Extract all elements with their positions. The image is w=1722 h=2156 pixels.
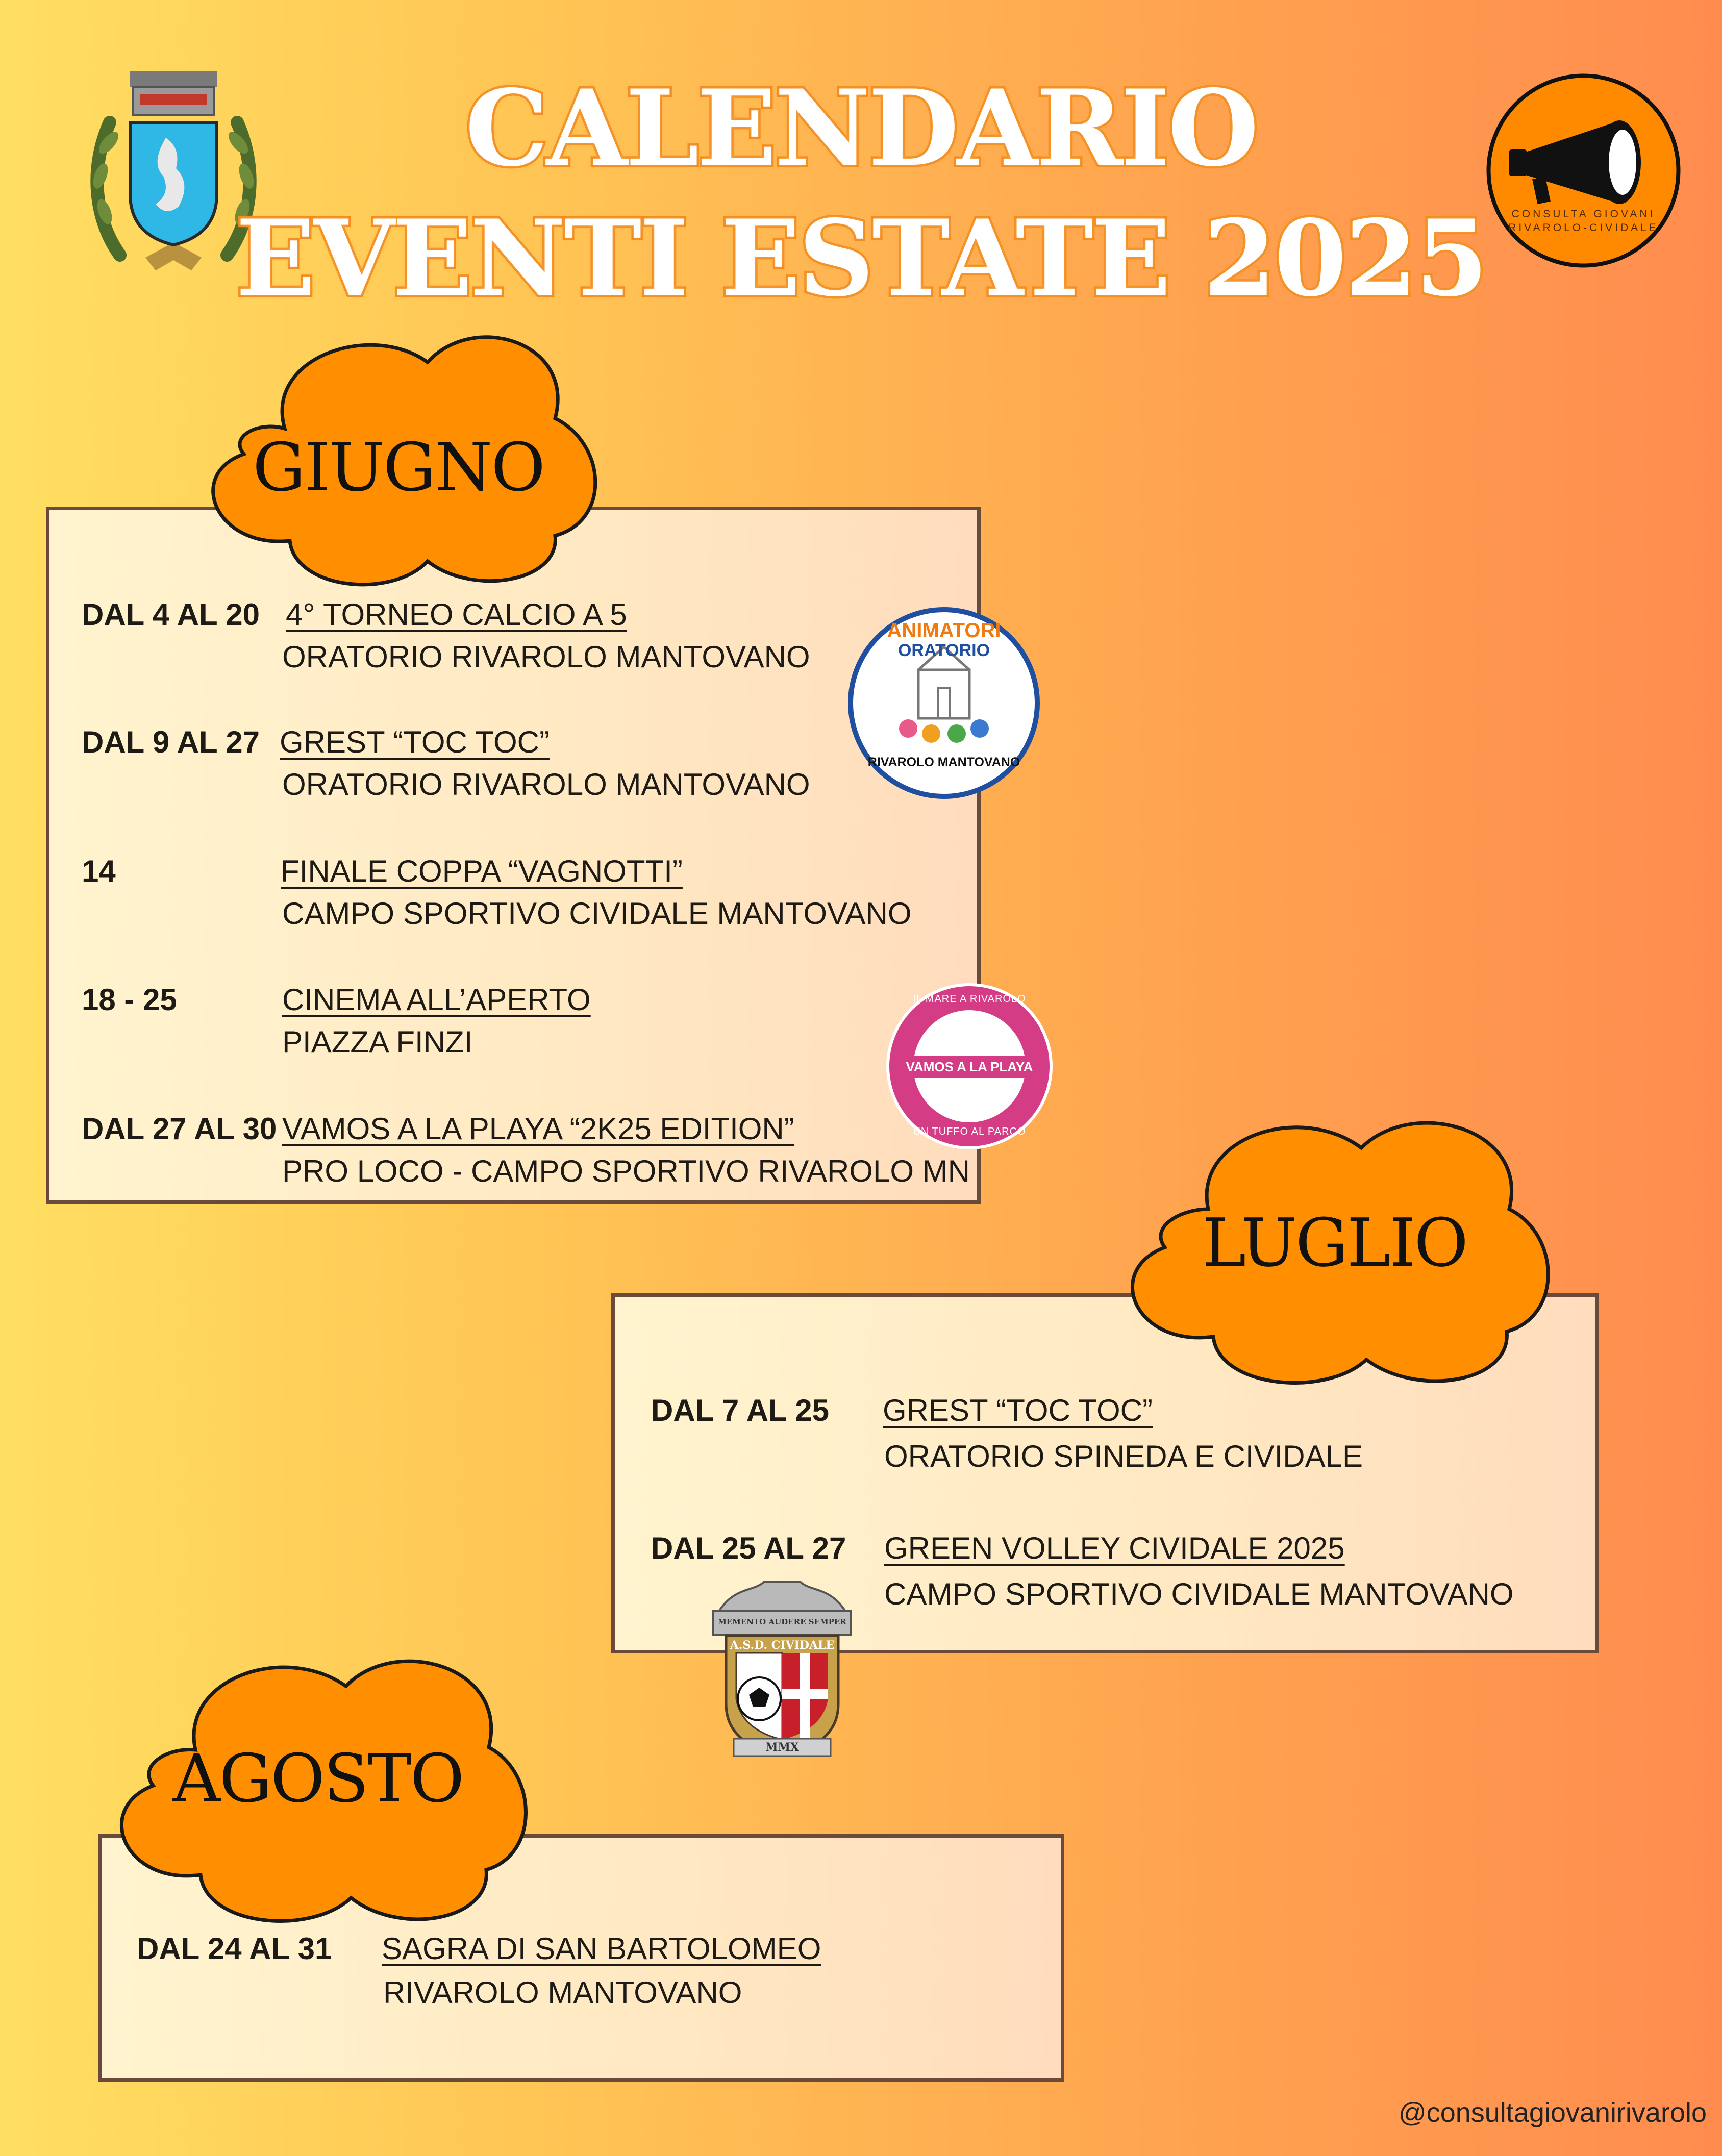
animatori-logo-middle: ORATORIO: [897, 641, 990, 660]
event-date: 18 - 25: [82, 983, 177, 1017]
event-place: ORATORIO SPINEDA E CIVIDALE: [884, 1439, 1363, 1473]
event-name: VAMOS A LA PLAYA “2K25 EDITION”: [282, 1112, 794, 1146]
giugno-cloud: [188, 321, 609, 592]
event-date: DAL 9 AL 27: [82, 725, 260, 759]
asd-crest-name: A.S.D. CIVIDALE: [730, 1639, 835, 1652]
consulta-giovani-badge: [1486, 73, 1681, 268]
event-date: DAL 7 AL 25: [651, 1393, 830, 1427]
animatori-oratorio-logo: [847, 606, 1041, 800]
title-line-1: CALENDARIO: [465, 67, 1257, 190]
asd-cividale-crest: [703, 1576, 861, 1760]
event-name: FINALE COPPA “VAGNOTTI”: [281, 854, 683, 888]
event-name: 4° TORNEO CALCIO A 5: [286, 597, 627, 632]
social-handle: @consultagiovanirivarolo: [1398, 2097, 1707, 2128]
event-date: DAL 24 AL 31: [137, 1932, 332, 1966]
vamos-logo-bottom: UN TUFFO AL PARCO: [913, 1126, 1026, 1137]
vamos-logo-top: IL MARE A RIVAROLO: [913, 993, 1026, 1005]
vamos-a-la-playa-logo: [885, 982, 1054, 1150]
event-name: GREEN VOLLEY CIVIDALE 2025: [884, 1531, 1345, 1565]
animatori-logo-bottom: RIVAROLO MANTOVANO: [867, 755, 1020, 769]
animatori-logo-top: ANIMATORI: [887, 619, 1001, 642]
event-name: CINEMA ALL’APERTO: [282, 983, 591, 1017]
event-place: RIVAROLO MANTOVANO: [383, 1975, 742, 2010]
badge-line-1: CONSULTA GIOVANI: [1511, 208, 1656, 220]
event-date: 14: [82, 854, 116, 888]
title-line-2: EVENTI ESTATE 2025: [236, 197, 1486, 320]
event-date: DAL 27 AL 30: [82, 1112, 277, 1146]
event-date: DAL 25 AL 27: [651, 1531, 846, 1565]
month-label-agosto: AGOSTO: [172, 1740, 463, 1817]
month-label-giugno: GIUGNO: [253, 429, 544, 506]
event-place: ORATORIO RIVAROLO MANTOVANO: [282, 767, 810, 801]
asd-crest-motto: MEMENTO AUDERE SEMPER: [718, 1617, 846, 1626]
event-place: CAMPO SPORTIVO CIVIDALE MANTOVANO: [884, 1577, 1514, 1611]
event-name: GREST “TOC TOC”: [280, 725, 550, 759]
agosto-cloud: [96, 1645, 540, 1931]
month-label-luglio: LUGLIO: [1202, 1204, 1467, 1282]
badge-line-2: RIVAROLO-CIVIDALE: [1508, 222, 1659, 234]
event-name: SAGRA DI SAN BARTOLOMEO: [382, 1932, 821, 1966]
event-date: DAL 4 AL 20: [82, 597, 260, 632]
luglio-cloud: [1106, 1107, 1563, 1393]
event-name: GREST “TOC TOC”: [883, 1393, 1153, 1427]
event-place: CAMPO SPORTIVO CIVIDALE MANTOVANO: [282, 896, 912, 931]
asd-crest-year: MMX: [765, 1741, 799, 1754]
vamos-logo-middle: VAMOS A LA PLAYA: [906, 1056, 1033, 1078]
event-place: PRO LOCO - CAMPO SPORTIVO RIVAROLO MN: [282, 1154, 970, 1188]
event-place: PIAZZA FINZI: [282, 1025, 473, 1059]
event-place: ORATORIO RIVAROLO MANTOVANO: [282, 640, 810, 674]
